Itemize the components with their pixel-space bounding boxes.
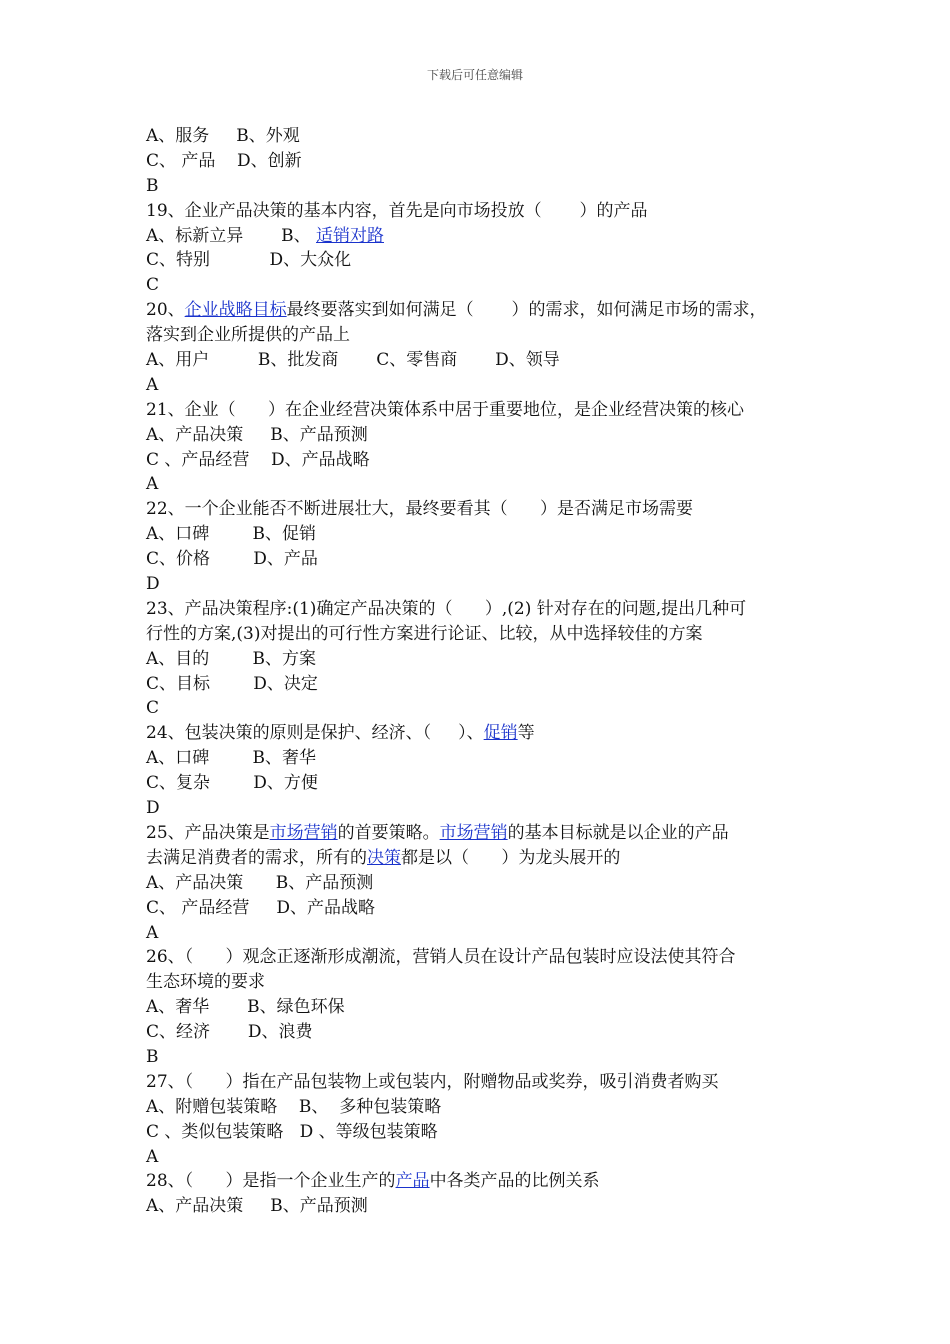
text-segment: 23、产品决策程序:(1)确定产品决策的（ ）,(2) 针对存在的问题,提出几种可 (146, 598, 747, 619)
text-line (146, 721, 826, 746)
text-segment: B (146, 1046, 159, 1067)
text-segment: A、附赠包装策略 B、 多种包装策略 (146, 1096, 442, 1117)
text-segment: C (146, 275, 160, 296)
text-segment: A (146, 374, 159, 395)
hyperlink[interactable]: 适销对路 (316, 225, 384, 246)
text-segment: 等 (517, 723, 535, 744)
hyperlink[interactable]: 企业战略目标 (184, 300, 287, 321)
hyperlink[interactable]: 市场营销 (439, 822, 508, 843)
text-segment: A、用户 B、批发商 C、零售商 D、领导 (146, 350, 560, 371)
text-line (146, 796, 826, 821)
text-segment: 28、（ ）是指一个企业生产的 (146, 1171, 396, 1192)
text-segment: 22、一个企业能否不断进展壮大，最终要看其（ ）是否满足市场需要 (146, 499, 694, 520)
text-line (146, 1070, 826, 1095)
text-line (146, 448, 826, 473)
text-segment: A、口碑 B、奢华 (146, 748, 316, 769)
text-segment: C、复杂 D、方便 (146, 773, 318, 794)
text-line (146, 522, 826, 547)
text-line (146, 597, 826, 622)
text-line (146, 672, 826, 697)
text-segment: 中各类产品的比例关系 (429, 1171, 600, 1192)
hyperlink[interactable]: 促销 (483, 723, 518, 744)
text-segment: 最终要落实到如何满足（ ）的需求，如何满足市场的需求， (286, 300, 767, 321)
text-line (146, 1020, 826, 1045)
text-line (146, 945, 826, 970)
text-segment: A (146, 922, 159, 943)
text-line (146, 174, 826, 199)
text-line (146, 647, 826, 672)
text-segment: A、产品决策 B、产品预测 (146, 424, 368, 445)
text-line (146, 871, 826, 896)
page-header: 下载后可任意编辑 (426, 68, 523, 82)
text-segment: 26、（ ）观念正逐渐形成潮流，营销人员在设计产品包装时应设法使其符合 (146, 947, 736, 968)
text-line (146, 248, 826, 273)
text-segment: 21、企业（ ）在企业经营决策体系中居于重要地位，是企业经营决策的核心 (146, 399, 745, 420)
document-body (146, 124, 826, 1219)
text-segment: 的首要策略。 (337, 822, 440, 843)
text-line (146, 696, 826, 721)
text-line (146, 1120, 826, 1145)
hyperlink[interactable]: 市场营销 (269, 822, 338, 843)
text-line (146, 348, 826, 373)
text-line (146, 423, 826, 448)
hyperlink[interactable]: 决策 (367, 847, 401, 868)
text-line (146, 1045, 826, 1070)
text-segment: B (146, 175, 159, 196)
text-line (146, 497, 826, 522)
text-segment: A (146, 1146, 159, 1167)
text-line (146, 846, 826, 871)
text-segment: 27、（ ）指在产品包装物上或包装内，附赠物品或奖券，吸引消费者购买 (146, 1071, 719, 1092)
text-segment: D (146, 798, 160, 819)
text-line (146, 124, 826, 149)
text-segment: A、目的 B、方案 (146, 648, 316, 669)
text-segment: C、特别 D、大众化 (146, 250, 352, 271)
text-segment: A、服务 B、外观 (146, 126, 300, 146)
text-segment: C (146, 698, 160, 719)
text-line (146, 821, 826, 846)
text-line (146, 273, 826, 298)
text-line (146, 896, 826, 921)
text-line (146, 572, 826, 597)
text-line (146, 149, 826, 174)
text-segment: A、奢华 B、绿色环保 (146, 997, 345, 1018)
text-segment: A、标新立异 B、 (146, 225, 316, 246)
text-segment: 生态环境的要求 (146, 972, 265, 993)
text-line (146, 547, 826, 572)
text-line (146, 298, 826, 323)
text-segment: 25、产品决策是 (146, 822, 270, 843)
text-line (146, 373, 826, 398)
text-segment: C、价格 D、产品 (146, 549, 318, 570)
text-line (146, 323, 826, 348)
text-segment: D (146, 574, 160, 595)
text-segment: 去满足消费者的需求，所有的 (146, 847, 367, 868)
text-segment: 行性的方案,(3)对提出的可行性方案进行论证、比较，从中选择较佳的方案 (146, 623, 703, 644)
text-line (146, 224, 826, 249)
text-line (146, 1095, 826, 1120)
text-line (146, 746, 826, 771)
text-line (146, 921, 826, 946)
text-segment: C、 产品 D、创新 (146, 150, 302, 171)
text-segment: C、 产品经营 D、产品战略 (146, 897, 376, 918)
text-segment: C、经济 D、浪费 (146, 1022, 313, 1043)
text-segment: A、产品决策 B、产品预测 (146, 872, 374, 893)
text-segment: 24、包装决策的原则是保护、经济、（ ）、 (146, 723, 484, 744)
text-segment: 的基本目标就是以企业的产品 (507, 822, 729, 843)
text-segment: 19、企业产品决策的基本内容，首先是向市场投放（ ）的产品 (146, 200, 648, 221)
text-segment: 20、 (146, 300, 185, 321)
text-segment: A (146, 474, 159, 495)
text-segment: C 、产品经营 D、产品战略 (146, 449, 370, 470)
text-line (146, 398, 826, 423)
text-line (146, 1145, 826, 1170)
text-segment: 落实到企业所提供的产品上 (146, 325, 350, 346)
text-line (146, 199, 826, 224)
text-line (146, 1169, 826, 1194)
text-segment: 都是以（ ）为龙头展开的 (401, 847, 621, 868)
text-line (146, 1194, 826, 1219)
text-segment: A、产品决策 B、产品预测 (146, 1196, 368, 1217)
text-line (146, 622, 826, 647)
text-line (146, 995, 826, 1020)
text-line (146, 771, 826, 796)
text-segment: C 、类似包装策略 D 、等级包装策略 (146, 1121, 438, 1142)
text-segment: A、口碑 B、促销 (146, 524, 316, 545)
text-segment: C、目标 D、决定 (146, 673, 318, 694)
text-line (146, 970, 826, 995)
hyperlink[interactable]: 产品 (395, 1171, 430, 1192)
text-line (146, 472, 826, 497)
